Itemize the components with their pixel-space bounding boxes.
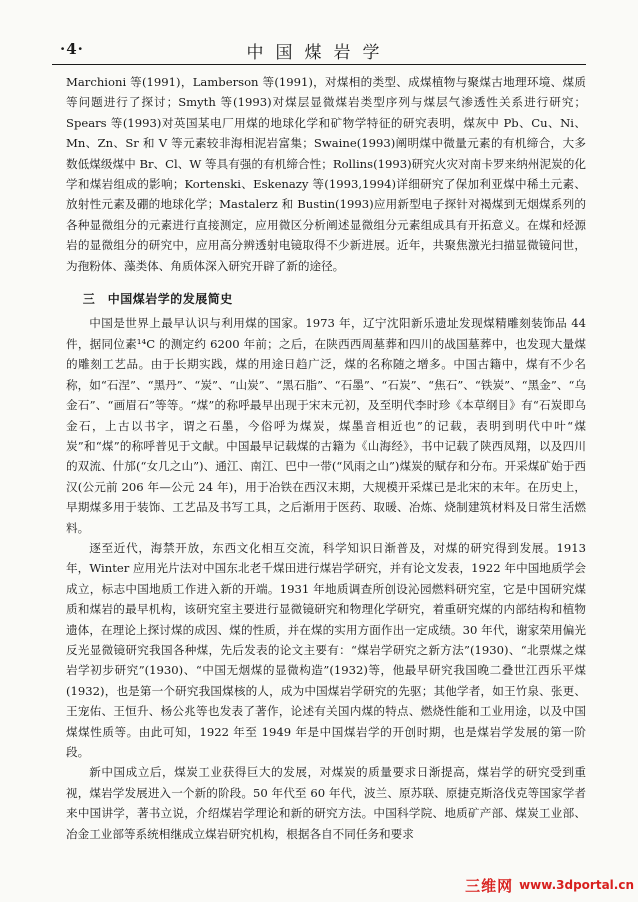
watermark — [465, 874, 634, 896]
body-paragraph: 新中国成立后，煤炭工业获得巨大的发展，对煤炭的质量要求日渐提高，煤岩学的研究受到重视，煤岩学发展进入一个新的阶段。50 年代至 60 年代，波兰、原苏联、原捷克斯洛伐克等国家学者来中国讲学，著书立说，介绍煤岩学理论和新的研究方法。中国科学院、地质矿产部、煤炭工业部、冶金工业部等系统相继成立煤岩研究机构，根据各自不同任务和要求 — [66, 765, 586, 841]
header-rule — [52, 64, 586, 65]
page-number: ·4· — [60, 40, 84, 58]
page-header — [52, 36, 586, 62]
journal-title: 中国煤岩学 — [246, 43, 392, 63]
article-body — [66, 72, 586, 844]
body-paragraph: 逐至近代，海禁开放，东西文化相互交流，科学知识日渐普及，对煤的研究得到发展。1913 年，Winter 应用光片法对中国东北老千煤田进行煤岩学研究，并有论文发表，1922 年中国地质学会成立，标志中国地质工作进入新的开端。1931 年地质调查所创设沁园燃料研究室，它是中国研究煤质和煤岩的最早机构，该研究室主要进行显微镜研究和物理化学研究，着重研究煤的内部结构和植物遗体，在理论上探讨煤的成因、煤的性质，并在煤的实用方面作出一定成绩。30 年代，谢家荣用偏光反光显微镜研究我国各种煤，先后发表的论文主要有：“煤岩学研究之新方法”(1930)、“北票煤之煤岩学初步研究”(1930)、“中国无烟煤的显微构造”(1932)等，他最早研究我国晚二叠世江西乐平煤(1932)，也是第一个研究我国煤核的人，成为中国煤岩学研究的先驱；其他学者，如王竹泉、张更、王宠佑、王恒升、杨公兆等也发表了著作，论述有关国内煤的特点、燃烧性能和工业用途，以及中国煤煤性质等。由此可知，1922 年至 1949 年是中国煤岩学的开创时期，也是煤岩学发展的第一阶段。 — [66, 540, 586, 759]
section-heading: 三 中国煤岩学的发展简史 — [82, 292, 233, 307]
body-paragraph: 中国是世界上最早认识与利用煤的国家。1973 年，辽宁沈阳新乐遗址发现煤精雕刻装饰品 44 件，据同位素¹⁴C 的测定约 6200 年前；之后，在陕西西周墓葬和四川的战国墓葬中，也发现大量煤的雕刻工艺品。由于长期实践，煤的用途日趋广泛，煤的名称随之增多。中国古籍中，煤有不少名称，如“石涅”、“黑丹”、“炭”、“山炭”、“黑石脂”、“石墨”、“石炭”、“焦石”、“铁炭”、“黑金”、“乌金石”、“画眉石”等等。“煤”的称呼最早出现于宋末元初，及至明代李时珍《本草纲目》有“石炭即乌金石，上古以书字，谓之石墨，今俗呼为煤炭，煤墨音相近也”的记载，表明到明代中叶“煤炭”和“煤”的称呼普见于文献。中国最早记载煤的古籍为《山海经》，书中记载了陕西凤翔，以及四川的双流、什邡(“女几之山”)、通江、南江、巴中一带(“风雨之山”)煤炭的赋存和分布。开采煤矿始于西汉(公元前 206 年—公元 24 年)，用于冶铁在西汉末期，大规模开采煤已是北宋的末年。在历史上，早期煤多用于装饰、工艺品及书写工具，之后渐用于医药、取暖、冶炼、烧制建筑材料及日常生活燃料。 — [66, 316, 586, 535]
body-paragraph: Marchioni 等(1991)，Lamberson 等(1991)，对煤相的类型、成煤植物与聚煤古地理环境、煤质等问题进行了探讨；Smyth 等(1993)对煤层显微煤岩类型序列与煤层气渗透性关系进行研究；Spears 等(1993)对英国某电厂用煤的地球化学和矿物学特征的研究表明，煤灰中 Pb、Cu、Ni、Mn、Zn、Sr 和 V 等元素较非海相泥岩富集；Swaine(1993)阐明煤中微量元素的有机缔合，大多数低煤级煤中 Br、Cl、W 等具有强的有机缔合性；Rollins(1993)研究火灾对南卡罗来纳州泥炭的化学和煤岩组成的影响；Kortenski、Eskenazy 等(1993,1994)详细研究了保加利亚煤中稀土元素、放射性元素及硼的地球化学；Mastalerz 和 Bustin(1993)应用新型电子探针对褐煤到无烟煤系列的各种显微组分的元素进行直接测定，应用微区分析阐述显微组分元素组成具有开拓意义。在煤和烃源岩的显微组分的研究中，应用高分辨透射电镜取得不少新进展。近年，共聚焦激光扫描显微镜问世，为孢粉体、藻类体、角质体深入研究开辟了新的途径。 — [66, 75, 586, 273]
watermark-url: www.3dportal.cn — [519, 878, 634, 892]
watermark-logo: 三维网 — [465, 876, 514, 895]
